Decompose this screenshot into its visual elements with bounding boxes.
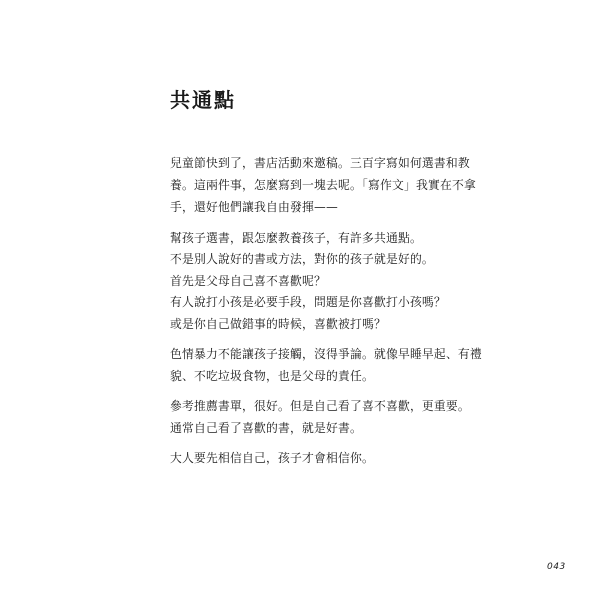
paragraph-2-line-2: 不是別人說好的書或方法，對你的孩子就是好的。 bbox=[170, 252, 434, 266]
paragraph-4-line-1: 參考推薦書單，很好。但是自己看了喜不喜歡，更重要。 bbox=[170, 399, 470, 413]
paragraph-2-line-5: 或是你自己做錯事的時候，喜歡被打嗎？ bbox=[170, 317, 386, 331]
paragraph-3-line-2: 貌、不吃垃圾食物，也是父母的責任。 bbox=[170, 369, 374, 383]
page-title: 共通點 bbox=[170, 88, 236, 112]
paragraph-1-line-1: 兒童節快到了，書店活動來邀稿。三百字寫如何選書和教 bbox=[170, 156, 470, 170]
paragraph-4-line-2: 通常自己看了喜歡的書，就是好書。 bbox=[170, 421, 362, 435]
paragraph-2-line-1: 幫孩子選書，跟怎麼教養孩子，有許多共通點。 bbox=[170, 231, 422, 245]
page-number: 043 bbox=[547, 562, 566, 572]
paragraph-5-line-1: 大人要先相信自己，孩子才會相信你。 bbox=[170, 451, 374, 465]
paragraph-3-line-1: 色情暴力不能讓孩子接觸，沒得爭論。就像早睡早起、有禮 bbox=[170, 347, 482, 361]
paragraph-2-line-4: 有人說打小孩是必要手段，問題是你喜歡打小孩嗎？ bbox=[170, 295, 446, 309]
paragraph-1-line-2: 養。這兩件事，怎麼寫到一塊去呢。「寫作文」我實在不拿 bbox=[170, 178, 477, 192]
paragraph-2-line-3: 首先是父母自己喜不喜歡呢？ bbox=[170, 274, 326, 288]
paragraph-1-line-3: 手，還好他們讓我自由發揮—— bbox=[170, 200, 338, 214]
